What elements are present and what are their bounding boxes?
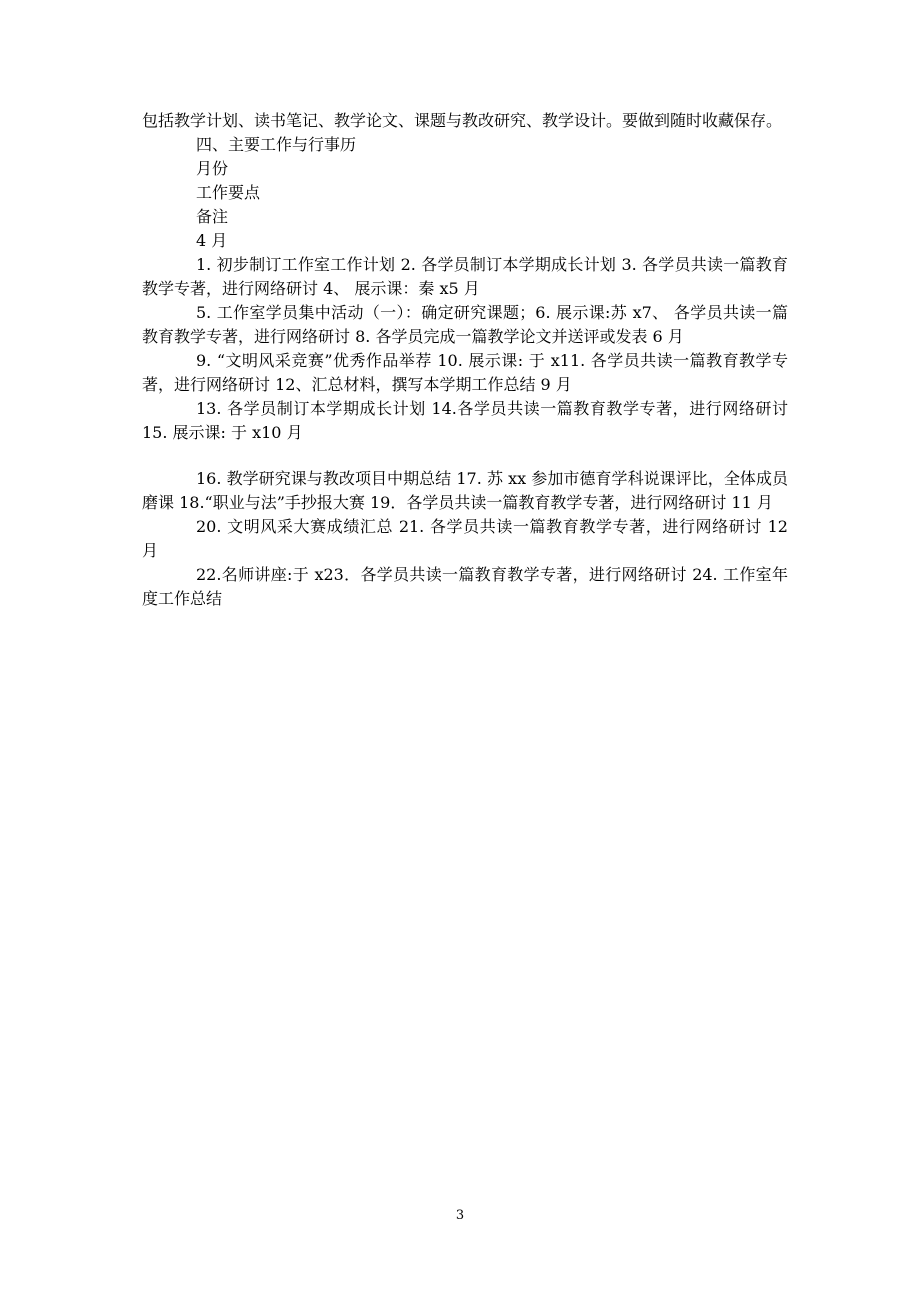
paragraph-archive-contents: 包括教学计划、读书笔记、教学论文、课题与教改研究、教学设计。要做到随时收藏保存。 [142, 111, 783, 130]
month-label-april: 4 月 [196, 231, 228, 250]
table-header-month: 月份 [196, 159, 229, 178]
schedule-item-7: 22.名师讲座:于 x23．各学员共读一篇教育教学专著，进行网络研讨 24. 工作室年度工作总结 [142, 565, 788, 608]
table-header-work-points: 工作要点 [196, 183, 261, 202]
schedule-item-4: 13. 各学员制订本学期成长计划 14.各学员共读一篇教育教学专著，进行网络研讨 15. 展示课: 于 x10 月 [142, 399, 788, 442]
table-header-remarks: 备注 [196, 207, 229, 226]
section-heading-schedule: 四、主要工作与行事历 [196, 135, 357, 154]
schedule-item-6: 20. 文明风采大赛成绩汇总 21. 各学员共读一篇教育教学专著，进行网络研讨 12 月 [142, 517, 788, 560]
schedule-item-2: 5. 工作室学员集中活动（一）：确定研究课题；6. 展示课:苏 x7、 各学员共读一篇教育教学专著，进行网络研讨 8. 各学员完成一篇教学论文并送评或发表 6 月 [142, 303, 788, 346]
schedule-item-5: 16. 教学研究课与教改项目中期总结 17. 苏 xx 参加市德育学科说课评比，全体成员磨课 18.“职业与法”手抄报大赛 19．各学员共读一篇教育教学专著，进行网络研讨 11 月 [142, 469, 788, 512]
page-number: 3 [455, 1208, 465, 1223]
schedule-item-1: 1. 初步制订工作室工作计划 2. 各学员制订本学期成长计划 3. 各学员共读一篇教育教学专著，进行网络研讨 4、 展示课：秦 x5 月 [142, 255, 788, 298]
document-body [142, 109, 788, 611]
paragraph-gap [142, 445, 788, 467]
schedule-item-3: 9. “文明风采竞赛”优秀作品举荐 10. 展示课: 于 x11. 各学员共读一篇教育教学专著，进行网络研讨 12、汇总材料，撰写本学期工作总结 9 月 [142, 351, 788, 394]
